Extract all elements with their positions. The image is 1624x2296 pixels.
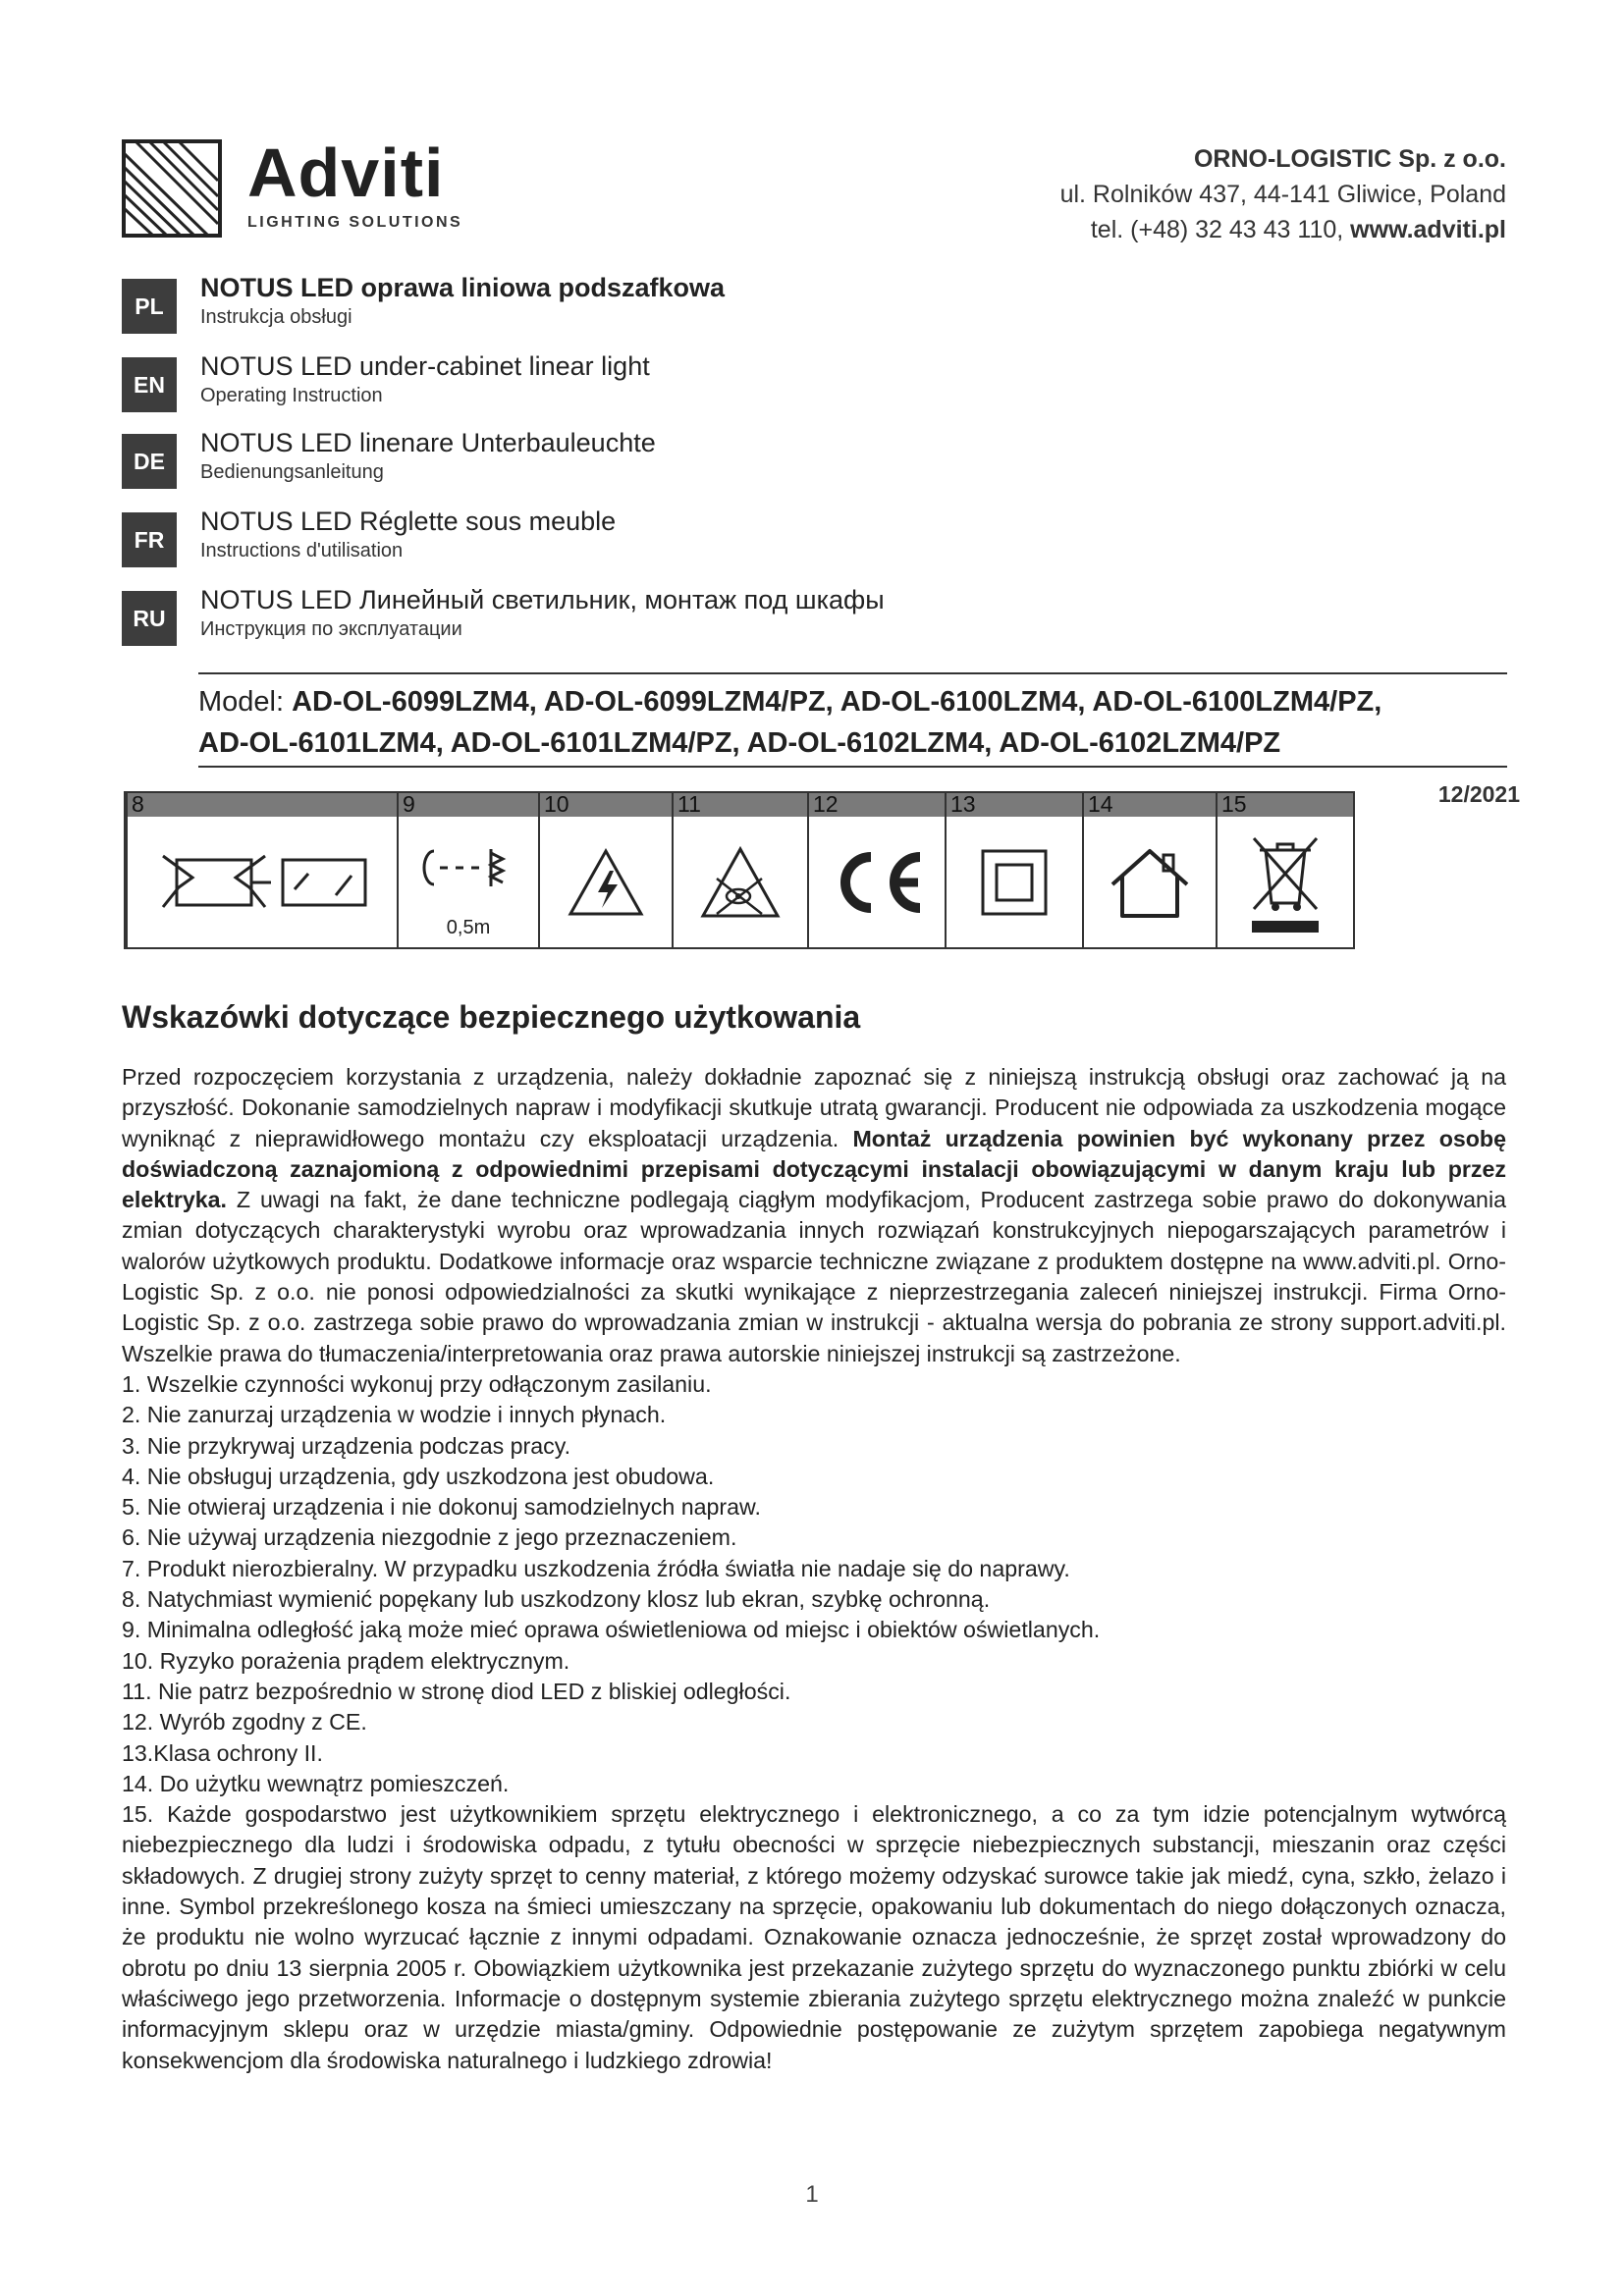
rule-item: 5. Nie otwieraj urządzenia i nie dokonuj samodzielnych napraw. xyxy=(122,1494,761,1521)
electric-shock-warning-icon xyxy=(567,847,645,918)
rule-item: 7. Produkt nierozbieralny. W przypadku uszkodzenia źródła światła nie nadaje się do naprawy. xyxy=(122,1555,1070,1581)
class-ii-icon xyxy=(979,847,1050,918)
section-heading: Wskazówki dotyczące bezpiecznego użytkowania xyxy=(122,999,861,1035)
lang-badge-de: DE xyxy=(122,434,177,489)
rule-item: 15. Każde gospodarstwo jest użytkownikiem sprzętu elektrycznego i elektronicznego, a co za tym idzie potencjalnym wytwórcą niebezpiecznego dla ludzi i środowiska odpadu, z tytułu obecności w sprzęcie niebezpiecznych substancji, mieszanin oraz części składowych. Z drugiej strony zużyty sprzęt to cenny materiał, z którego możemy odzyskać surowce takie jak miedź, cyna, szkło, żelazo i inne. Symbol przekreślonego kosza na śmieci umieszczany na sprzęcie, opakowaniu lub dokumentach do niego dołączonych oznacza, że produktu nie wolno wyrzucać łącznie z innymi odpadami. Oznakowanie oznacza jednocześnie, że sprzęt został wprowadzony do obrotu po dniu 13 sierpnia 2005 r. Obowiązkiem użytkownika jest przekazanie zużytego sprzętu do wyznaczonego punktu zbiórki w celu właściwego jego przetworzenia. Informacje o dostępnym systemie zbierania zużytego sprzętu elektrycznego można znaleźć w punkcie informacyjnym sklepu oraz w urzędzie miasta/gminy. Odpowiednie postępowanie ze zużytym sprzętem zapobiega negatywnym konsekwencjom dla środowiska naturalnego i ludzkiego zdrowia! xyxy=(122,1801,1506,2073)
model-codes-1: AD-OL-6099LZM4, AD-OL-6099LZM4/PZ, AD-OL-6100LZM4, AD-OL-6100LZM4/PZ, xyxy=(292,686,1382,718)
lang-badge-en: EN xyxy=(122,357,177,412)
indoor-use-icon xyxy=(1107,845,1193,920)
divider-model xyxy=(198,766,1507,768)
model-label: Model: xyxy=(198,686,285,718)
symbol-number: 12 xyxy=(813,791,839,817)
lang-title-fr: NOTUS LED Réglette sous meuble xyxy=(200,507,617,536)
symbol-number: 9 xyxy=(403,791,415,817)
rule-item: 3. Nie przykrywaj urządzenia podczas pracy. xyxy=(122,1432,571,1459)
lang-badge-fr: FR xyxy=(122,512,177,567)
symbol-number: 10 xyxy=(544,791,569,817)
rule-item: 2. Nie zanurzaj urządzenia w wodzie i innych płynach. xyxy=(122,1402,667,1428)
rule-item: 1. Wszelkie czynności wykonuj przy odłączonym zasilaniu. xyxy=(122,1370,712,1397)
rule-item: 13.Klasa ochrony II. xyxy=(122,1739,323,1766)
do-not-look-led-icon xyxy=(699,845,782,920)
lang-subtitle-fr: Instructions d'utilisation xyxy=(200,540,404,561)
safety-intro xyxy=(122,1062,1506,1369)
symbol-number: 14 xyxy=(1088,791,1113,817)
divider-top xyxy=(198,672,1507,674)
rule-item: 6. Nie używaj urządzenia niezgodnie z jego przeznaczeniem. xyxy=(122,1524,737,1551)
model-line-2 xyxy=(198,722,1381,764)
lang-badge-ru: RU xyxy=(122,591,177,646)
company-name: ORNO-LOGISTIC Sp. z o.o. xyxy=(1193,145,1506,173)
model-codes-2: AD-OL-6101LZM4, AD-OL-6101LZM4/PZ, AD-OL-6102LZM4, AD-OL-6102LZM4/PZ xyxy=(198,727,1281,759)
intro-text-a: Przed rozpoczęciem korzystania z urządzenia, należy dokładnie zapoznać się z niniejszą instrukcją obsługi oraz zachować ją na przyszłość. Dokonanie samodzielnych napraw i modyfikacji skutkuje utratą gwarancji. Producent nie odpowiada za uszkodzenia mogące wyniknąć z nieprawidłowego montażu czy eksploatacji urządzenia. xyxy=(122,1064,1506,1151)
symbol-cell-12 xyxy=(807,793,945,947)
intro-text-b: Z uwagi na fakt, że dane techniczne podlegają ciągłym modyfikacjom, Producent zastrzega sobie prawo do dokonywania zmian dotyczących charakterystyki wyrobu oraz wprowadzania innych rozwiązań konstrukcyjnych niepogarszających parametrów i walorów użytkowych produktu. Dodatkowe informacje oraz wsparcie techniczne związane z produktem dostępne na www.adviti.pl. Orno-Logistic Sp. z o.o. nie ponosi odpowiedzialności za skutki wynikające z nieprzestrzegania zaleceń niniejszej instrukcji. Firma Orno-Logistic Sp. z o.o. zastrzega sobie prawo do wprowadzania zmian w instrukcji - aktualna wersja do pobrania ze strony support.adviti.pl. Wszelkie prawa do tłumaczenia/interpretowania oraz prawa autorskie niniejszej instrukcji są zastrzeżone. xyxy=(122,1187,1506,1366)
rule-item: 8. Natychmiast wymienić popękany lub uszkodzony klosz lub ekran, szybkę ochronną. xyxy=(122,1586,991,1613)
document-date: 12/2021 xyxy=(1437,781,1520,807)
linked-lamps-icon xyxy=(149,848,375,917)
lang-subtitle-pl: Instrukcja obsługi xyxy=(200,306,352,328)
symbol-cell-14 xyxy=(1082,793,1216,947)
ce-mark-icon xyxy=(828,847,926,918)
logo-mark-icon xyxy=(122,139,222,238)
brand-name: Adviti xyxy=(247,134,445,211)
min-distance-label: 0,5m xyxy=(446,917,491,938)
brand-logo xyxy=(122,134,465,238)
lang-subtitle-de: Bedienungsanleitung xyxy=(200,461,384,483)
lang-title-ru: NOTUS LED Линейный светильник, монтаж под шкафы xyxy=(200,585,885,614)
lang-title-de: NOTUS LED linenare Unterbauleuchte xyxy=(200,428,656,457)
lang-subtitle-ru: Инструкция по эксплуатации xyxy=(200,618,462,640)
symbol-number: 15 xyxy=(1221,791,1247,817)
lang-badge-pl: PL xyxy=(122,279,177,334)
symbol-cell-8 xyxy=(126,793,397,947)
rule-item: 9. Minimalna odległość jaką może mieć oprawa oświetleniowa od miejsc i obiektów oświetlanych. xyxy=(122,1617,1101,1643)
company-phone: tel. (+48) 32 43 43 110, xyxy=(1090,216,1344,243)
company-contact xyxy=(1060,212,1506,247)
symbol-cell-10 xyxy=(538,793,672,947)
lang-subtitle-en: Operating Instruction xyxy=(200,385,383,406)
lang-title-pl: NOTUS LED oprawa liniowa podszafkowa xyxy=(200,273,726,302)
company-info xyxy=(1060,141,1506,247)
rule-item: 14. Do użytku wewnątrz pomieszczeń. xyxy=(122,1770,510,1796)
company-address: ul. Rolników 437, 44-141 Gliwice, Poland xyxy=(1059,181,1506,208)
symbol-cell-13 xyxy=(945,793,1082,947)
company-website[interactable]: www.adviti.pl xyxy=(1350,216,1506,243)
brand-tagline: LIGHTING SOLUTIONS xyxy=(247,214,463,231)
symbol-cell-9 xyxy=(397,793,538,947)
symbol-number: 8 xyxy=(132,791,144,817)
symbol-number: 13 xyxy=(950,791,976,817)
safety-text xyxy=(122,1062,1506,2076)
rule-item: 4. Nie obsługuj urządzenia, gdy uszkodzona jest obudowa. xyxy=(122,1463,715,1489)
safety-rules xyxy=(122,1369,1506,2076)
rule-item: 12. Wyrób zgodny z CE. xyxy=(122,1709,367,1735)
min-distance-icon xyxy=(414,845,522,890)
model-line-1 xyxy=(198,681,1381,722)
symbols-table xyxy=(124,791,1355,949)
symbol-cell-11 xyxy=(672,793,807,947)
rule-item: 11. Nie patrz bezpośrednio w stronę diod LED z bliskiej odległości. xyxy=(122,1678,791,1704)
symbol-cell-15 xyxy=(1216,793,1353,947)
symbol-number: 11 xyxy=(677,791,701,817)
intro-text-bold: Montaż urządzenia powinien być wykonany przez osobę doświadczoną zaznajomioną z odpowiednimi przepisami dotyczącymi instalacji obowiązującymi w danym kraju lub przez elektryka. xyxy=(122,1125,1506,1213)
model-list xyxy=(198,681,1381,764)
crossed-bin-icon xyxy=(1246,828,1325,936)
lang-title-en: NOTUS LED under-cabinet linear light xyxy=(200,351,650,381)
page-number: 1 xyxy=(805,2181,819,2208)
rule-item: 10. Ryzyko porażenia prądem elektrycznym. xyxy=(122,1647,570,1674)
